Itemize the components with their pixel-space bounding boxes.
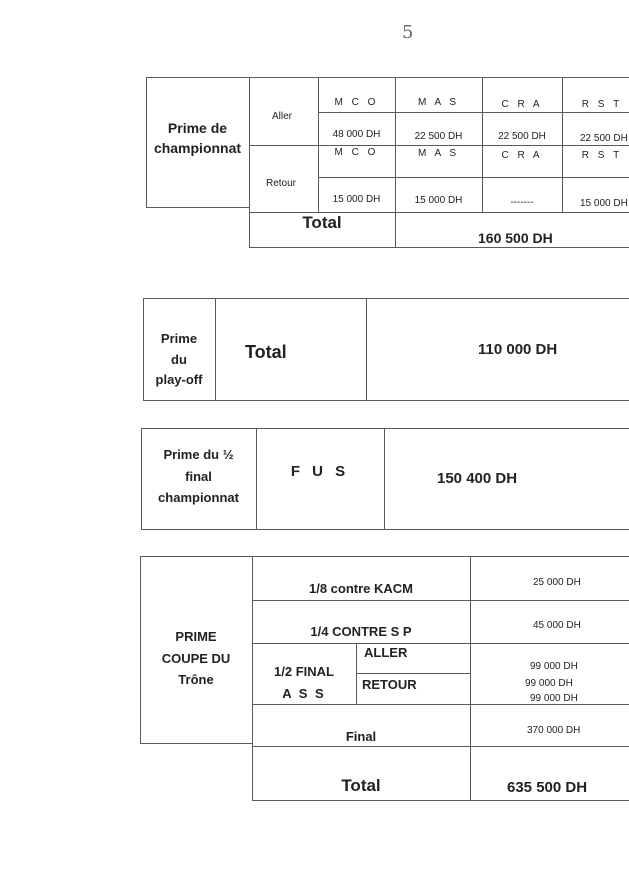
cup-retour-amount-1: 99 000 DH	[525, 678, 573, 689]
cup-label-line2: COUPE DU	[161, 651, 231, 666]
aller-amount-1: 48 000 DH	[332, 129, 381, 140]
retour-team-2: M A S	[417, 148, 460, 159]
retour-team-3: C R A	[501, 150, 543, 161]
aller-team-1: M C O	[334, 97, 379, 108]
cup-label-line3: Trône	[178, 672, 214, 687]
cup-quarter-label: 1/4 CONTRE S P	[310, 624, 412, 639]
cup-label-line1: PRIME	[175, 629, 217, 644]
retour-amount-2: 15 000 DH	[414, 195, 463, 206]
semi-final-team: F U S	[290, 463, 350, 480]
aller-team-3: C R A	[501, 99, 543, 110]
cup-retour-amount-2: 99 000 DH	[530, 693, 578, 704]
playoff-label-line2: du	[171, 352, 187, 367]
semi-final-label-line3: championnat	[158, 490, 239, 505]
semi-final-label-line1: Prime du ½	[163, 447, 234, 462]
cup-total-amount: 635 500 DH	[507, 779, 588, 796]
playoff-label-line1: Prime	[160, 331, 198, 346]
cup-round16-label: 1/8 contre KACM	[308, 581, 414, 596]
cup-retour-label: RETOUR	[362, 677, 417, 692]
semi-final-amount: 150 400 DH	[437, 470, 518, 487]
championship-total-label: Total	[302, 213, 342, 232]
cup-semi-label-line2: A S S	[282, 686, 326, 701]
cup-final-label: Final	[345, 729, 377, 744]
cup-quarter-amount: 45 000 DH	[533, 620, 581, 631]
playoff-label-line3: play-off	[155, 372, 203, 387]
semi-final-label-line2: final	[185, 469, 212, 484]
retour-amount-1: 15 000 DH	[332, 194, 381, 205]
aller-amount-3: 22 500 DH	[498, 131, 546, 142]
playoff-total-label: Total	[245, 342, 287, 362]
retour-amount-3: -------	[510, 197, 534, 208]
cup-aller-label: ALLER	[364, 645, 408, 660]
aller-team-4: R S T	[581, 99, 623, 110]
cup-aller-amount: 99 000 DH	[530, 661, 578, 672]
championship-label: Prime de championnat	[153, 120, 242, 156]
retour-amount-4: 15 000 DH	[580, 198, 628, 209]
cup-semi-label-line1: 1/2 FINAL	[274, 664, 334, 679]
page-number-mark: 5	[402, 22, 414, 43]
retour-team-1: M C O	[334, 147, 379, 158]
championship-total-amount: 160 500 DH	[478, 230, 553, 246]
aller-amount-2: 22 500 DH	[414, 131, 463, 142]
cup-final-amount: 370 000 DH	[527, 725, 581, 736]
retour-label: Retour	[266, 178, 297, 189]
aller-team-2: M A S	[417, 97, 460, 108]
aller-label: Aller	[272, 111, 293, 122]
retour-team-4: R S T	[581, 150, 623, 161]
cup-round16-amount: 25 000 DH	[533, 577, 581, 588]
cup-total-label: Total	[341, 776, 381, 795]
playoff-amount: 110 000 DH	[478, 341, 558, 358]
aller-amount-4: 22 500 DH	[580, 133, 628, 144]
